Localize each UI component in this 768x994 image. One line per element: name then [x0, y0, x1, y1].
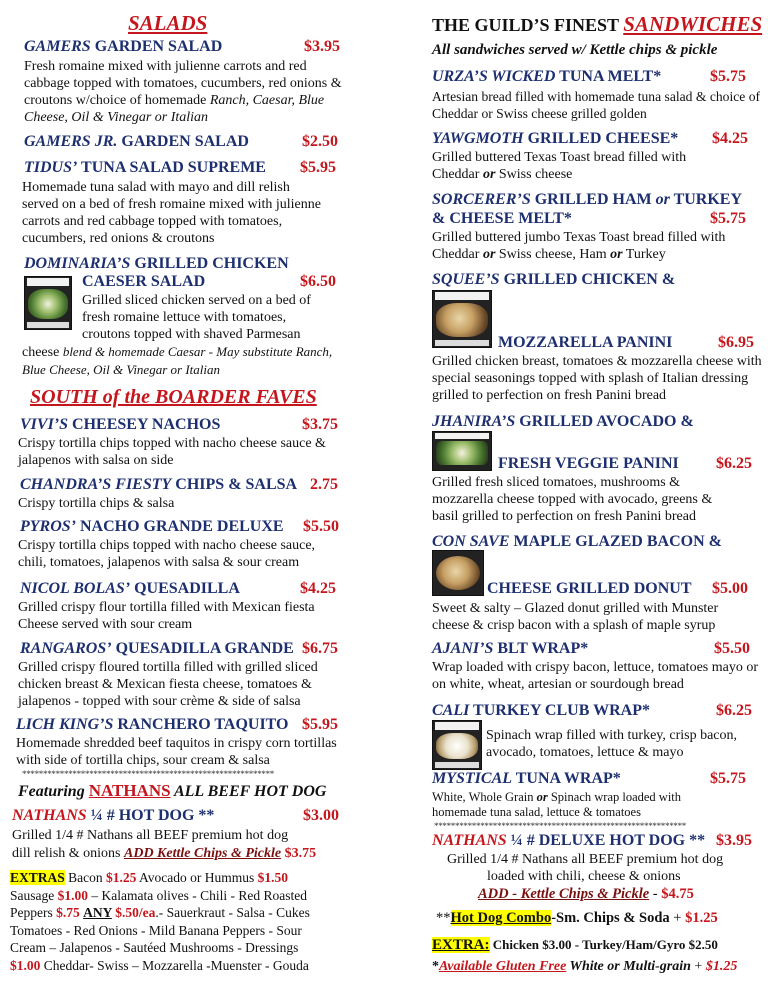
menu-item-name-line2: FRESH VEGGIE PANINI	[498, 455, 679, 472]
menu-item-price: $5.50	[714, 640, 750, 657]
menu-item-price: $6.25	[716, 455, 752, 472]
veggie-panini-photo	[432, 431, 492, 471]
deluxe-desc-line1: Grilled 1/4 # Nathans all BEEF premium hot dog	[447, 852, 724, 867]
menu-item-price: $5.50	[303, 518, 339, 535]
menu-item-name: SORCERER’S GRILLED HAM or TURKEY	[432, 191, 743, 208]
south-heading: SOUTH of the BOARDER FAVES	[30, 386, 317, 408]
menu-item-description: Grilled chicken breast, tomatoes & mozzarella cheese with special seasonings topped with splash of Italian dressing grilled to perfection on fresh Panini bread	[432, 354, 762, 403]
deluxe-add-line: ADD - Kettle Chips & Pickle - $4.75	[478, 886, 694, 902]
menu-item-price: $5.75	[710, 210, 746, 227]
menu-item-price: $3.75	[302, 416, 338, 433]
menu-item-price: $3.00	[303, 807, 339, 824]
menu-item-price: $2.50	[302, 133, 338, 150]
menu-item-name: TIDUS’ TUNA SALAD SUPREME	[24, 159, 266, 176]
sandwiches-heading: THE GUILD’S FINEST SANDWICHES	[432, 12, 763, 36]
menu-item-price: $6.50	[300, 273, 336, 290]
menu-item-price: $5.75	[710, 68, 746, 85]
menu-item-description-cont: cheese blend & homemade Caesar - May substitute Ranch, Blue Cheese, Oil & Vinegar or Italian	[22, 344, 333, 377]
hotdog-desc-line2: dill relish & onions ADD Kettle Chips & Pickle $3.75	[12, 846, 317, 861]
menu-item-description: Grilled fresh sliced tomatoes, mushrooms & mozzarella cheese topped with avocado, greens & basil grilled to perfection on fresh Panini bread	[432, 475, 713, 524]
menu-item-name: MYSTICAL TUNA WRAP*	[432, 770, 621, 787]
menu-item-name: PYROS’ NACHO GRANDE DELUXE	[20, 518, 284, 535]
menu-item-description: Homemade shredded beef taquitos in crispy corn tortillas with side of tortilla chips, sour cream & salsa	[16, 736, 337, 768]
chicken-salad-photo	[24, 276, 72, 330]
menu-item-name-line2: CAESER SALAD	[82, 273, 206, 290]
menu-item-name-line2: MOZZARELLA PANINI	[498, 334, 673, 351]
menu-item-description: Grilled crispy floured tortilla filled with grilled sliced chicken breast & Mexican fiesta cheese, tomatoes & jalapenos - topped with sour crème & side of salsa	[18, 660, 318, 709]
menu-item-description: Wrap loaded with crispy bacon, lettuce, tomatoes mayo or on white, wheat, artesian or sourdough bread	[432, 660, 758, 692]
menu-item-name: VIVI’S CHEESEY NACHOS	[20, 416, 221, 433]
menu-item-name-line2: & CHEESE MELT*	[432, 210, 572, 227]
menu-item-name: NATHANS ¼ # HOT DOG **	[12, 807, 215, 824]
menu-item-name: DOMINARIA’S GRILLED CHICKEN	[24, 255, 289, 272]
menu-item-price: $3.95	[304, 38, 340, 55]
menu-item-description: Artesian bread filled with homemade tuna salad & choice of Cheddar or Swiss cheese grilled golden	[432, 89, 761, 121]
hotdog-combo-line: **Hot Dog Combo-Sm. Chips & Soda + $1.25	[436, 910, 718, 926]
menu-item-description: Grilled buttered Texas Toast bread filled with Cheddar or Swiss cheese	[432, 150, 687, 182]
deluxe-desc-line2: loaded with chili, cheese & onions	[487, 869, 681, 884]
menu-item-description: White, Whole Grain or Spinach wrap loaded with homemade tuna salad, lettuce & tomatoes	[432, 790, 682, 819]
extra-meat-line: EXTRA: Chicken $3.00 - Turkey/Ham/Gyro $2.50	[432, 937, 718, 953]
menu-item-description: Grilled crispy flour tortilla filled with Mexican fiesta Cheese served with sour cream	[18, 600, 315, 632]
menu-item-name-line2: CHEESE GRILLED DONUT	[487, 580, 692, 597]
menu-item-price: $5.00	[712, 580, 748, 597]
menu-item-name: JHANIRA’S GRILLED AVOCADO &	[432, 413, 694, 430]
menu-item-price: 2.75	[310, 476, 338, 493]
hotdog-desc-line1: Grilled 1/4 # Nathans all BEEF premium hot dog	[12, 828, 289, 843]
menu-item-name: CHANDRA’S FIESTY CHIPS & SALSA	[20, 476, 298, 493]
menu-item-description: Grilled buttered jumbo Texas Toast bread filled with Cheddar or Swiss cheese, Ham or Turkey	[432, 230, 726, 262]
menu-item-name: NATHANS ¼ # DELUXE HOT DOG **	[432, 832, 706, 849]
menu-item-price: $6.95	[718, 334, 754, 351]
turkey-wrap-photo	[432, 720, 482, 770]
menu-item-description: Grilled sliced chicken served on a bed of fresh romaine lettuce with tomatoes, croutons topped with shaved Parmesan	[82, 293, 311, 342]
menu-item-name: YAWGMOTH GRILLED CHEESE*	[432, 130, 679, 147]
menu-item-price: $6.75	[302, 640, 338, 657]
menu-item-price: $6.25	[716, 702, 752, 719]
menu-item-description: Sweet & salty – Glazed donut grilled with Munster cheese & crisp bacon with a splash of maple syrup	[432, 601, 719, 633]
menu-item-description: Crispy tortilla chips & salsa	[18, 496, 175, 511]
menu-item-description: Fresh romaine mixed with julienne carrots and red cabbage topped with tomatoes, cucumbers, red onions & croutons w/choice of homemade Ranch, Caesar, Blue Cheese, Oil & Vinegar or Italian	[24, 59, 342, 125]
menu-item-description: Crispy tortilla chips topped with nacho cheese sauce & jalapenos with salsa on side	[18, 436, 326, 468]
salads-heading: SALADS	[128, 11, 208, 35]
menu-item-description: Homemade tuna salad with mayo and dill relish served on a bed of fresh romaine mixed with julienne carrots and red cabbage topped with tomatoes, cucumbers, red onions & croutons	[22, 180, 321, 246]
menu-item-name: URZA’S WICKED TUNA MELT*	[432, 68, 662, 85]
menu-item-price: $4.25	[300, 580, 336, 597]
extras-label: EXTRAS	[10, 870, 65, 885]
star-divider: ************************************************************	[22, 769, 275, 779]
menu-item-name: NICOL BOLAS’ QUESADILLA	[20, 580, 240, 597]
sandwiches-subheading: All sandwiches served w/ Kettle chips & pickle	[432, 42, 718, 58]
donut-photo	[432, 550, 484, 596]
menu-item-description: Crispy tortilla chips topped with nacho cheese sauce, chili, tomatoes, jalapenos with salsa & sour cream	[18, 538, 316, 570]
star-divider: ************************************************************	[434, 821, 687, 831]
menu-item-price: $3.95	[716, 832, 752, 849]
menu-item-name: GAMERS JR. GARDEN SALAD	[24, 133, 249, 150]
menu-item-name: CALI TURKEY CLUB WRAP*	[432, 702, 650, 719]
menu-item-name: GAMERS GARDEN SALAD	[24, 38, 223, 55]
menu-item-name: LICH KING’S RANCHERO TAQUITO	[16, 716, 289, 733]
gluten-free-line: *Available Gluten Free White or Multi-grain + $1.25	[432, 959, 738, 974]
menu-item-name: AJANI’S BLT WRAP*	[432, 640, 589, 657]
menu-item-price: $5.75	[710, 770, 746, 787]
extras-block: EXTRAS Bacon $1.25 Avocado or Hummus $1.50 Sausage $1.00 – Kalamata olives - Chili - Red Roasted Peppers $.75 ANY $.50/ea.- Sauerkraut - Salsa - Cukes Tomatoes - Red Onions - Mild Banana Peppers - Sour Cream – Jalapenos - Sautéed Mushrooms - Dressings $1.00 Cheddar- Swiss – Mozzarella -Muenster - Gouda	[10, 870, 310, 973]
featuring-line: Featuring NATHANS ALL BEEF HOT DOG	[18, 781, 327, 800]
menu-item-name: CON SAVE MAPLE GLAZED BACON &	[432, 533, 722, 550]
menu-item-price: $5.95	[300, 159, 336, 176]
chicken-panini-photo	[432, 290, 492, 348]
menu-item-price: $5.95	[302, 716, 338, 733]
menu-item-description: Spinach wrap filled with turkey, crisp bacon, avocado, tomatoes, lettuce & mayo	[486, 728, 738, 760]
menu-item-name: SQUEE’S GRILLED CHICKEN &	[432, 271, 676, 288]
menu-item-name: RANGAROS’ QUESADILLA GRANDE	[20, 640, 294, 657]
menu-item-price: $4.25	[712, 130, 748, 147]
